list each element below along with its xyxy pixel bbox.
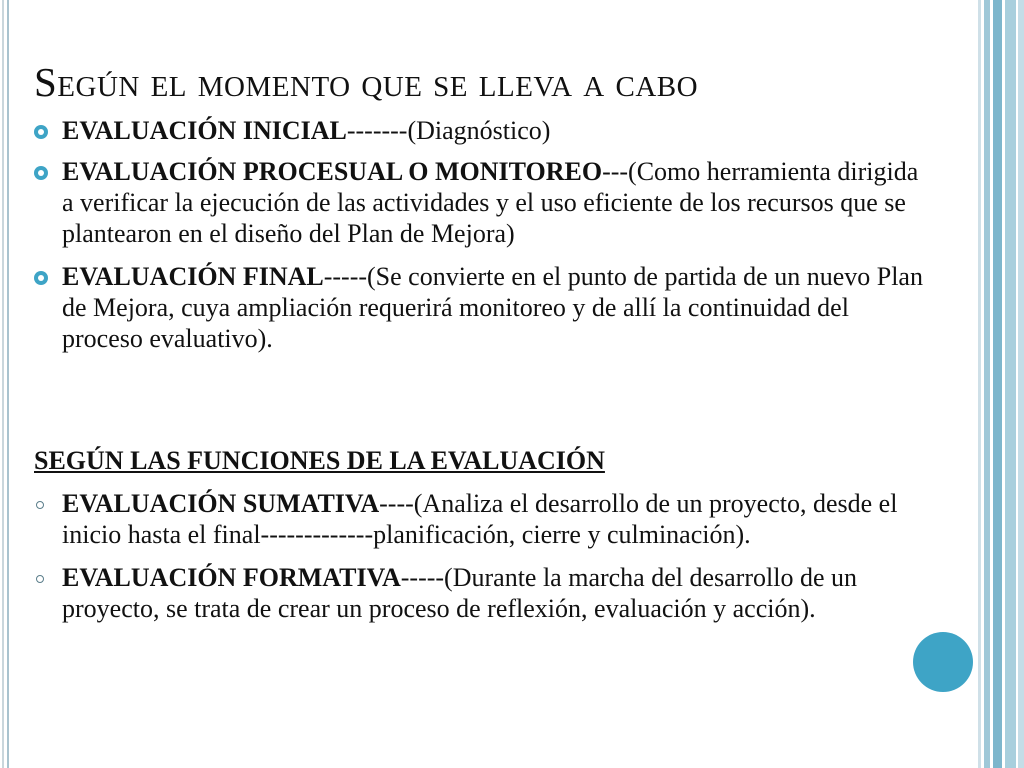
list-item-procesual: [34, 156, 934, 249]
list-item-formativa: [34, 562, 934, 624]
item-description: -------(Diagnóstico): [346, 116, 551, 145]
list-item-inicial: [34, 115, 934, 146]
item-description: ---(Como herramienta dirigida a verificar la ejecución de las actividades y el uso eficiente de los recursos que se plantearon en el diseño del Plan de Mejora): [62, 157, 919, 248]
item-description: -----(Se convierte en el punto de partida de un nuevo Plan de Mejora, cuya ampliación requerirá monitoreo y de allí la continuidad del proceso evaluativo).: [62, 262, 923, 353]
decorative-circle: [913, 632, 973, 692]
hollow-circle-bullet-icon: [36, 575, 44, 583]
item-term: EVALUACIÓN FORMATIVA: [62, 563, 401, 592]
moment-list: [34, 115, 934, 354]
hollow-circle-bullet-icon: [36, 501, 44, 509]
item-description: ----(Analiza el desarrollo de un proyecto, desde el inicio hasta el final-------------planificación, cierre y culminación).: [62, 489, 898, 549]
functions-list: [34, 488, 934, 624]
right-stripes-decoration: [976, 0, 1024, 768]
item-term: EVALUACIÓN INICIAL: [62, 116, 347, 145]
filled-circle-bullet-icon: [34, 166, 48, 180]
filled-circle-bullet-icon: [34, 125, 48, 139]
list-item-sumativa: [34, 488, 934, 550]
item-term: EVALUACIÓN PROCESUAL O MONITOREO: [62, 157, 603, 186]
section-subheading: SEGÚN LAS FUNCIONES DE LA EVALUACIÓN: [34, 446, 605, 475]
item-description: -----(Durante la marcha del desarrollo de un proyecto, se trata de crear un proceso de reflexión, evaluación y acción).: [62, 563, 857, 623]
list-item-final: [34, 261, 934, 354]
item-term: EVALUACIÓN SUMATIVA: [62, 489, 380, 518]
item-term: EVALUACIÓN FINAL: [62, 262, 324, 291]
filled-circle-bullet-icon: [34, 271, 48, 285]
left-border-decoration: [0, 0, 14, 768]
slide-title: Según el momento que se lleva a cabo: [34, 59, 699, 105]
